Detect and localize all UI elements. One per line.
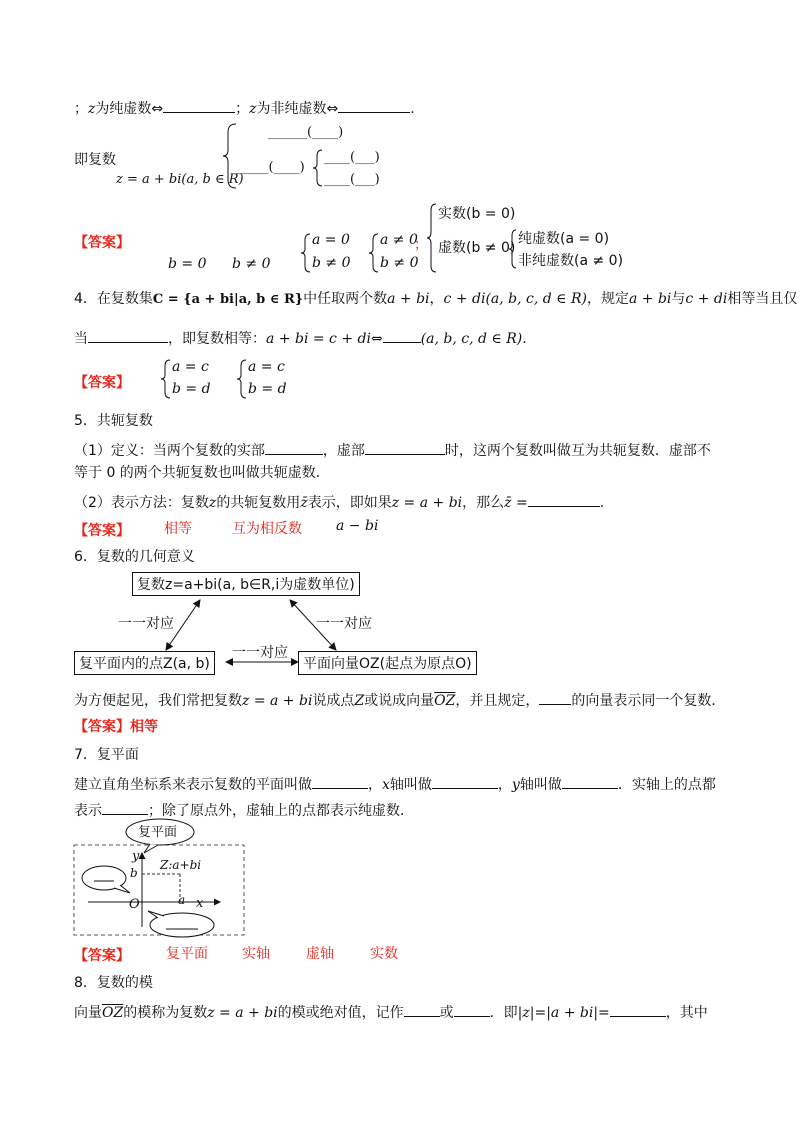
axis-x-label: x [196,896,204,911]
answer-tag: 【答案】 [74,948,130,964]
ans-real: 实数(b = 0) [438,206,516,222]
s6-title: 6．复数的几何意义 [74,549,195,565]
blank[interactable] [102,800,148,815]
bubble-label: 复平面 [138,825,178,840]
blank[interactable] [454,1002,490,1017]
branch-mid: _____(____) [236,160,305,175]
ans-semicolon: ； [414,237,428,253]
s5-ans-math: a − bi [336,518,379,534]
s4-ans-line: a = c [172,359,209,375]
blank[interactable] [312,774,368,789]
ans-bne0: b ≠ 0 [232,256,271,272]
s7-ans-3: 虚轴 [306,946,334,962]
classification-label: 即复数 [74,152,116,168]
point-z-label: Z:a+bi [160,858,202,872]
answer-tag: 【答案】 [74,375,130,391]
s5-line3: （2）表示方法：复数z的共轭复数用z̄表示，即如果z = a + bi，那么z̄ = . [74,492,604,512]
sub-bot: ____(___) [324,172,380,187]
s8-title: 8．复数的模 [74,975,153,991]
s6-answer: 【答案】相等 [74,719,158,735]
ans-nonpure: 非纯虚数(a ≠ 0) [518,253,624,269]
complex-formula: z = a + bi(a, b ∈ R) [116,172,244,187]
answer-tag: 【答案】 [74,235,130,251]
s7-line1: 建立直角坐标系来表示复数的平面叫做 ，x轴叫做 ，y轴叫做 ．实轴上的点都 [74,774,716,794]
blank[interactable] [528,492,600,507]
blank[interactable] [383,328,421,343]
label-one-to-one: 一一对应 [118,616,174,632]
blank[interactable] [539,690,571,705]
sub-top: ____(___) [324,150,380,165]
box-complex: 复数z=a+bi(a, b∈R,i为虚数单位) [132,572,360,596]
ans-imag: 虚数(b ≠ 0) [438,240,516,256]
s4-ans-line: b = d [248,381,287,397]
s7-title: 7．复平面 [74,747,139,763]
blank[interactable] [163,98,235,113]
s5-ans-2: 互为相反数 [232,521,302,537]
blank[interactable] [338,98,410,113]
branch-top: ______(____) [268,125,344,140]
blank[interactable] [562,774,618,789]
s4-ans-line: b = d [172,381,211,397]
blank[interactable] [610,1002,666,1017]
sys2-line: b ≠ 0 [380,255,419,271]
blank[interactable] [88,328,168,343]
box-vector: 平面向量OZ(起点为原点O) [298,651,477,675]
s4-line2: 当 ，即复数相等：a + bi = c + di⇔ (a, b, c, d ∈ R). [74,328,527,348]
label-one-to-one: 一一对应 [232,645,288,661]
s6-para: 为方便起见，我们常把复数z = a + bi说成点Z或说成向量$\overline{OZ}$，并且规定， 的向量表示同一个复数． [74,690,725,710]
s4-ans-line: a = c [248,359,285,375]
tick-a: a [178,893,186,907]
s7-ans-1: 复平面 [166,946,208,962]
s5-ans-1: 相等 [164,521,192,537]
blank[interactable] [404,1002,440,1017]
label-one-to-one: 一一对应 [316,616,372,632]
sys1-line: b ≠ 0 [312,255,351,271]
s5-title: 5．共轭复数 [74,413,153,429]
box-point: 复平面内的点Z(a, b) [74,651,215,675]
sys1-line: a = 0 [312,232,350,248]
line-pure-imag: ；z为纯虚数⇔ ；z为非纯虚数⇔ . [74,98,415,118]
ans-pure: 纯虚数(a = 0) [518,231,610,247]
s7-ans-2: 实轴 [242,946,270,962]
axis-y-label: y [132,849,140,864]
ans-b0: b = 0 [168,256,207,272]
s5-line2: 等于 0 的两个共轭复数也叫做共轭虚数． [74,465,330,481]
blank[interactable] [265,440,323,455]
s5-line1: （1）定义：当两个复数的实部 ，虚部 时，这两个复数叫做互为共轭复数．虚部不 [74,440,711,460]
s7-line2: 表示 ；除了原点外，虚轴上的点都表示纯虚数． [74,800,414,820]
origin-label: O [129,897,140,912]
blank[interactable] [365,440,445,455]
s8-line1: 向量$\overline{OZ}$的模称为复数z = a + bi的模或绝对值，记作 或 ．即|z|=|a + bi|= ，其中 [74,1002,708,1022]
answer-tag: 【答案】 [74,523,130,539]
s4-line1: 4．在复数集C = {a + bi|a, b ∈ R}中任取两个数a + bi，c + di(a, b, c, d ∈ R)，规定a + bi与c + di相等当且仅 [74,291,798,307]
sys2-line: a ≠ 0 [380,232,418,248]
s7-ans-4: 实数 [370,946,398,962]
blank[interactable] [432,774,498,789]
tick-b: b [130,866,138,880]
